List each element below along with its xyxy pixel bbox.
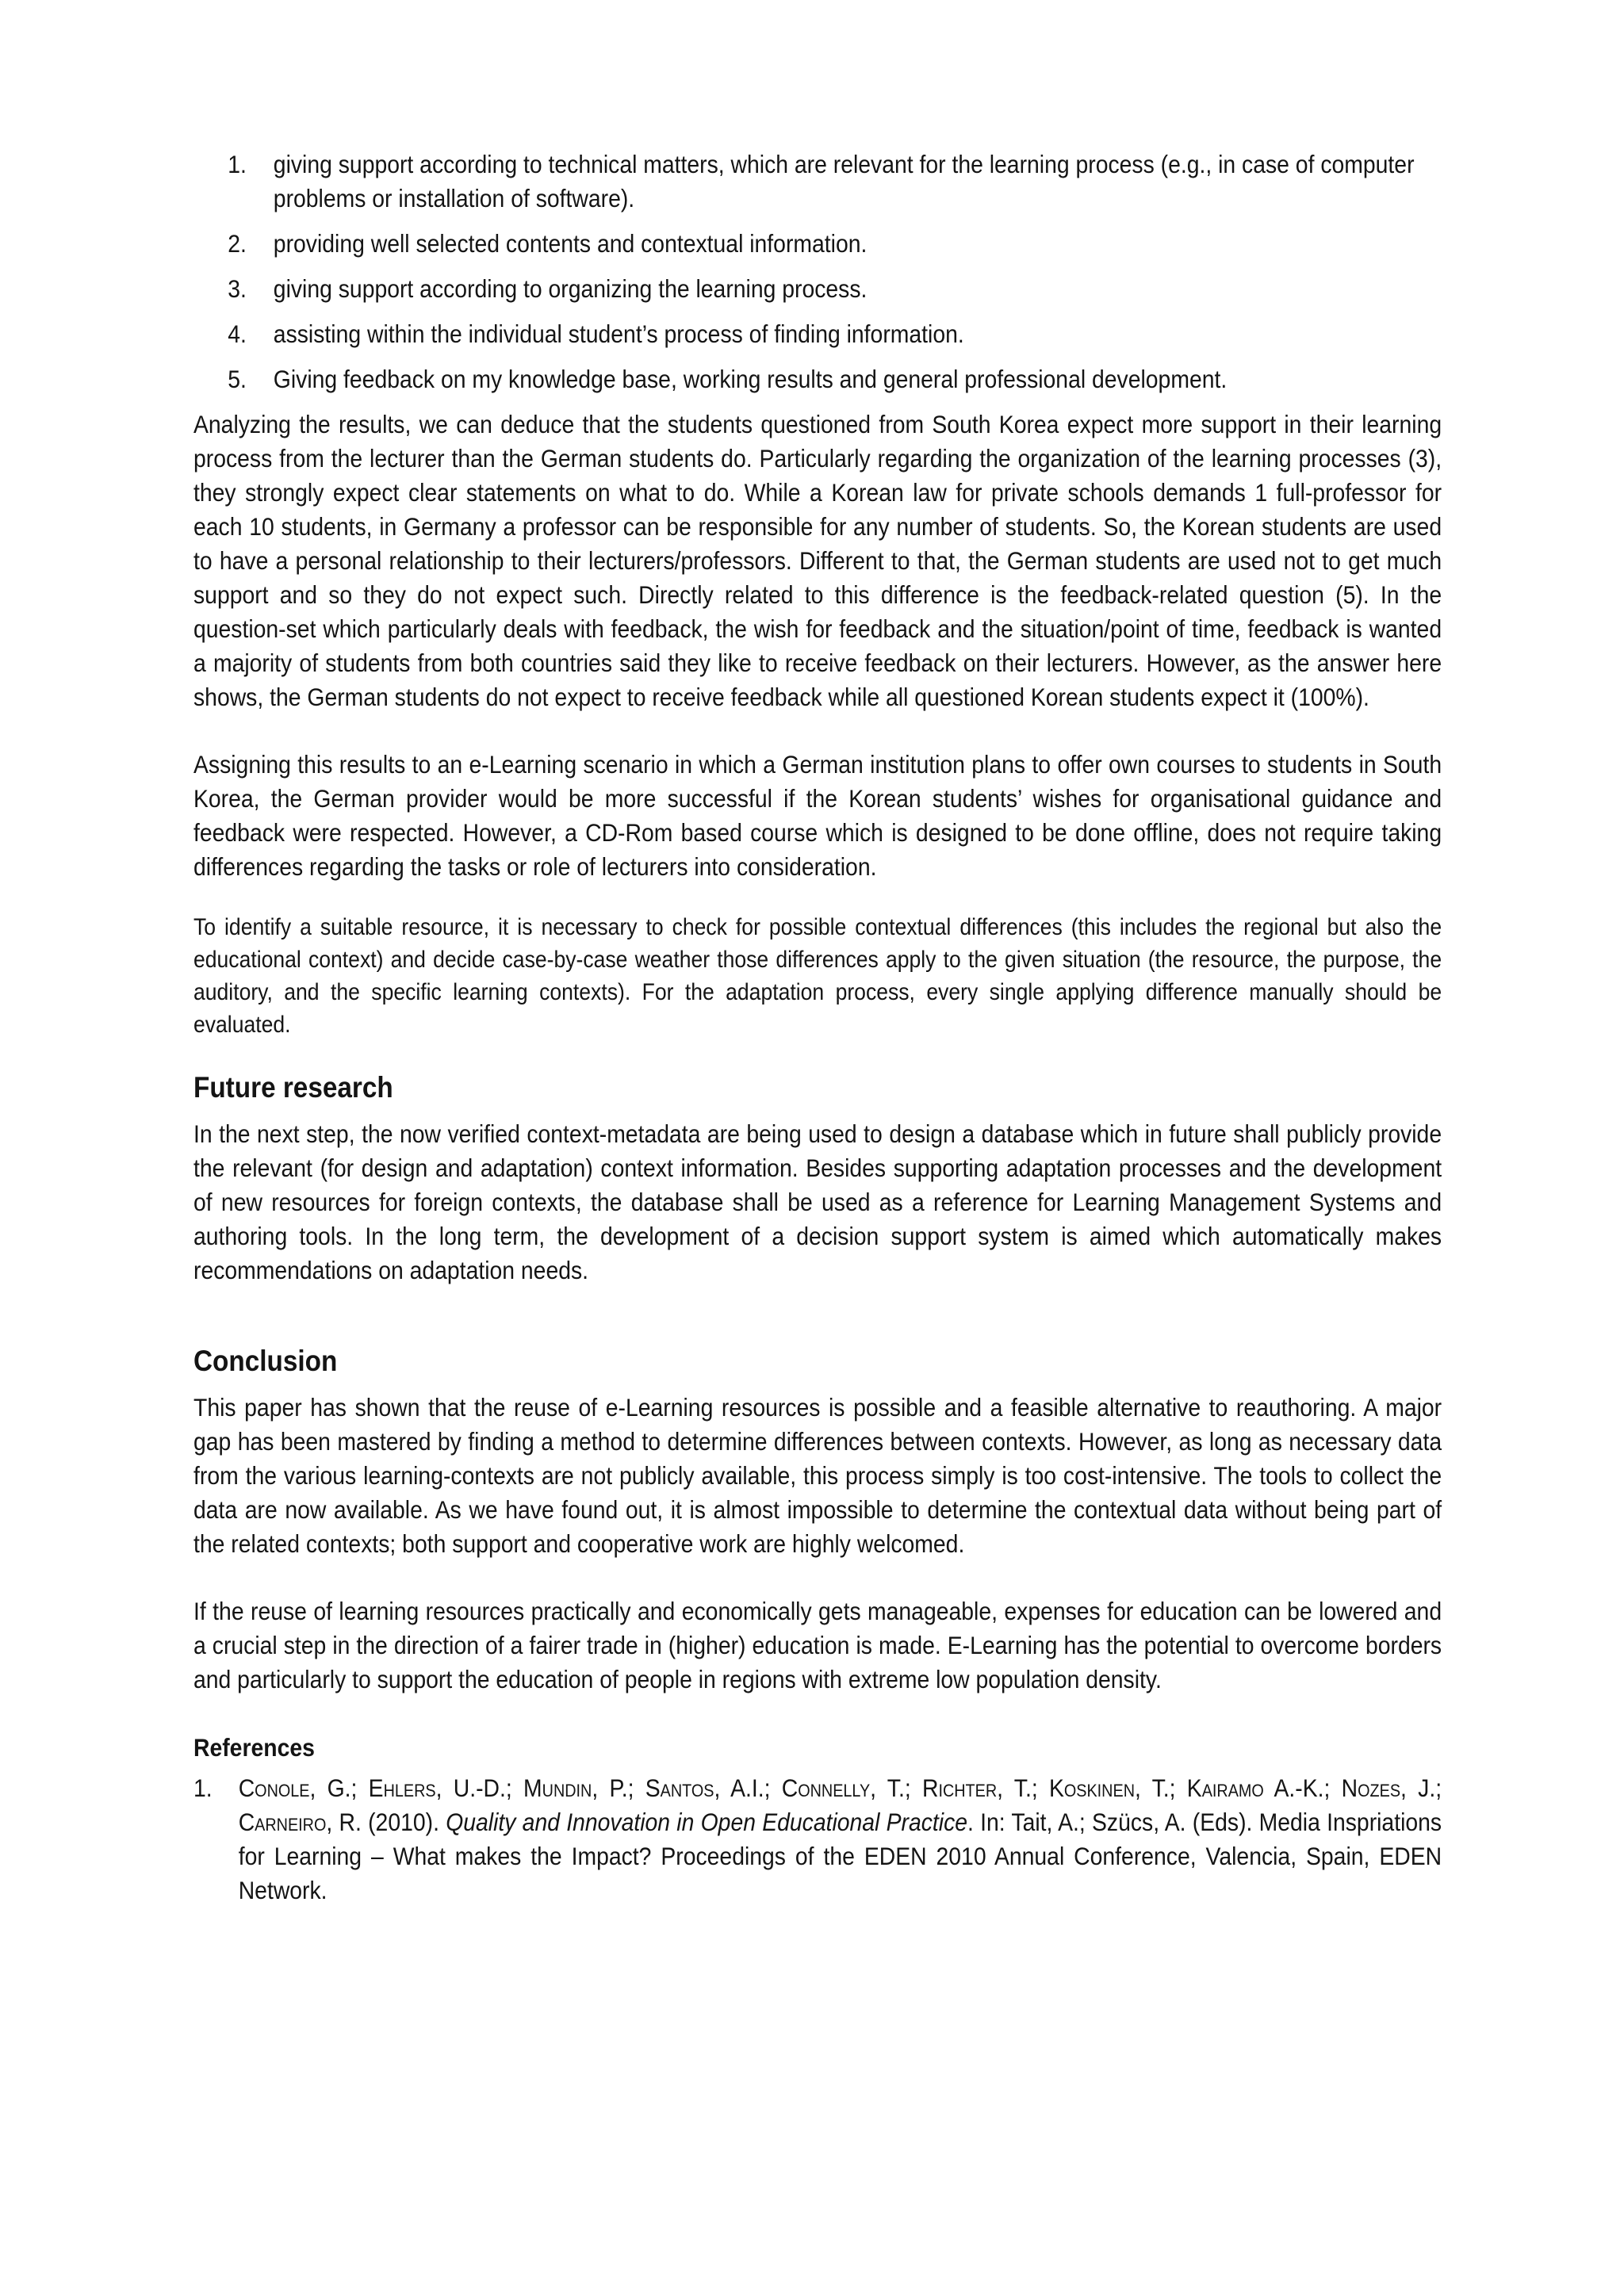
- assigning-paragraph: Assigning this results to an e-Learning scenario in which a German institution plans to offer own courses to students in South Korea, the German provider would be more successful if the Korean students’ wishes for organisational guidance and feedback were respected. However, a CD-Rom based course which is designed to be done offline, does not require taking differences regarding the tasks or role of lecturers into consideration.: [193, 750, 1442, 881]
- conclusion-heading: Conclusion: [193, 1345, 338, 1377]
- reference-title: Quality and Innovation in Open Educational Practice: [446, 1808, 968, 1836]
- list-item-number: 4.: [228, 320, 247, 348]
- list-item-text: assisting within the individual student’s process of finding information.: [273, 320, 964, 348]
- list-item-text: giving support according to organizing the learning process.: [273, 274, 868, 303]
- list-item-text: Giving feedback on my knowledge base, working results and general professional development.: [273, 365, 1228, 393]
- reference-authors: Conole, G.; Ehlers, U.-D.; Mundin, P.; Santos, A.I.; Connelly, T.; Richter, T.; Koskinen, T.; Kairamo A.-K.; Nozes, J.; Carneiro, R.: [238, 1774, 1442, 1836]
- list-item-number: 1.: [228, 150, 247, 178]
- references-heading: References: [193, 1733, 315, 1762]
- list-item: [193, 317, 1442, 351]
- references-list: [193, 1771, 1442, 1908]
- list-item: [193, 227, 1442, 261]
- list-item: [193, 147, 1442, 216]
- document-page: [193, 147, 1442, 1908]
- reference-number: 1.: [193, 1774, 213, 1802]
- analysis-paragraph: Analyzing the results, we can deduce that the students questioned from South Korea expect more support in their learning process from the lecturer than the German students do. Particularly regarding the organization of the learning processes (3), they strongly expect clear statements on what to do. While a Korean law for private schools demands 1 full-professor for each 10 students, in Germany a professor can be responsible for any number of students. So, the Korean students are used to have a personal relationship to their lecturers/professors. Different to that, the German students are used not to get much support and so they do not expect such. Directly related to this difference is the feedback-related question (5). In the question-set which particularly deals with feedback, the wish for feedback and the situation/point of time, feedback is wanted a majority of students from both countries said they like to receive feedback on their lecturers. However, as the answer here shows, the German students do not expect to receive feedback while all questioned Korean students expect it (100%).: [193, 410, 1442, 711]
- future-research-heading: Future research: [193, 1071, 393, 1104]
- list-item-number: 2.: [228, 229, 247, 258]
- list-item-text: giving support according to technical matters, which are relevant for the learning process (e.g., in case of computer problems or installation of software).: [273, 150, 1415, 212]
- support-list: [193, 147, 1442, 396]
- list-item-text: providing well selected contents and contextual information.: [273, 229, 868, 258]
- list-item: [193, 272, 1442, 306]
- future-research-paragraph: In the next step, the now verified context-metadata are being used to design a database which in future shall publicly provide the relevant (for design and adaptation) context information. Besides supporting adaptation processes and the development of new resources for foreign contexts, the database shall be used as a reference for Learning Management Systems and authoring tools. In the long term, the development of a decision support system is aimed which automatically makes recommendations on adaptation needs.: [193, 1119, 1442, 1284]
- conclusion-paragraph-2: If the reuse of learning resources practically and economically gets manageable, expenses for education can be lowered and a crucial step in the direction of a fairer trade in (higher) education is made. E-Learning has the potential to overcome borders and particularly to support the education of people in regions with extreme low population density.: [193, 1597, 1442, 1693]
- reference-item: [193, 1771, 1442, 1908]
- list-item: [193, 362, 1442, 396]
- list-item-number: 5.: [228, 365, 247, 393]
- identify-paragraph: To identify a suitable resource, it is necessary to check for possible contextual differences (this includes the regional but also the educational context) and decide case-by-case weather those differences apply to the given situation (the resource, the purpose, the auditory, and the specific learning contexts). For the adaptation process, every single applying difference manually should be evaluated.: [193, 914, 1442, 1038]
- conclusion-paragraph-1: This paper has shown that the reuse of e-Learning resources is possible and a feasible alternative to reauthoring. A major gap has been mastered by finding a method to determine differences between contexts. However, as long as necessary data from the various learning-contexts are not publicly available, this process simply is too cost-intensive. The tools to collect the data are now available. As we have found out, it is almost impossible to determine the contextual data without being part of the related contexts; both support and cooperative work are highly welcomed.: [193, 1393, 1442, 1558]
- reference-details: . In: Tait, A.; Szücs, A. (Eds). Media Inspriations for Learning – What makes the Impact? Proceedings of the EDEN 2010 Annual Conference, Valencia, Spain, EDEN Network.: [238, 1808, 1442, 1904]
- list-item-number: 3.: [228, 274, 247, 303]
- reference-year: (2010).: [368, 1808, 439, 1836]
